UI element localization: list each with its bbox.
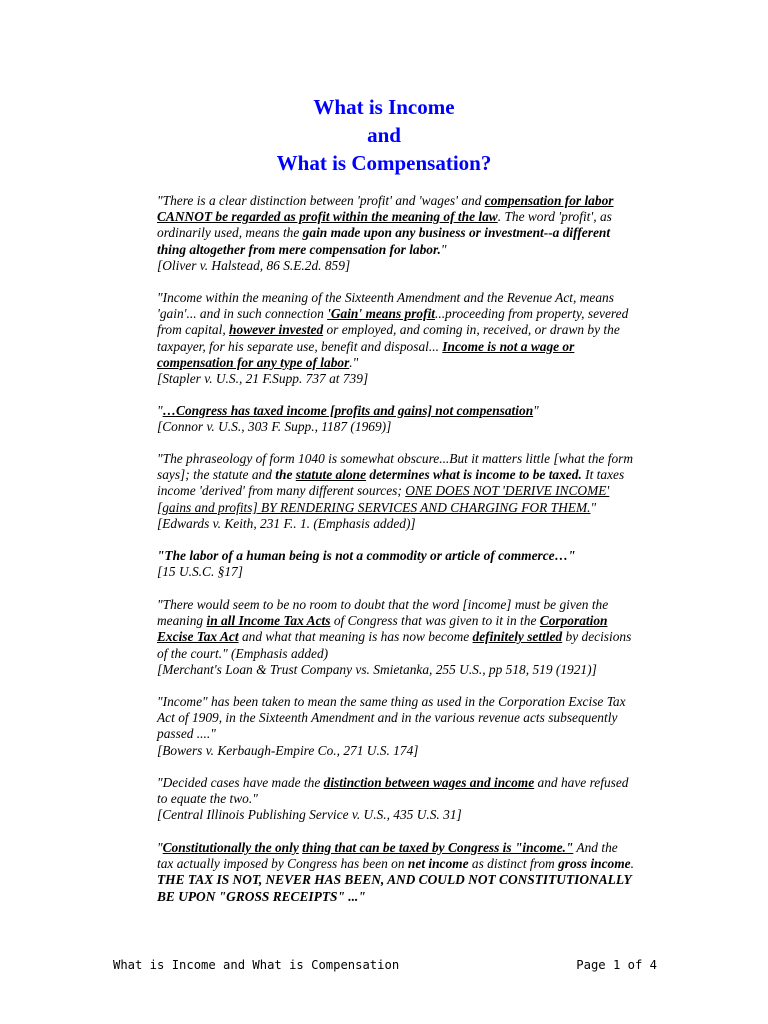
emphasis: however invested [229,322,324,338]
emphasis: [gains and profits] [157,499,258,515]
citation: [Central Illinois Publishing Service v. U.S., 435 U.S. 31] [157,807,462,823]
quote-text: "Income" has been taken to mean the same thing as used in the Corporation Excise Tax Act of 1909, in the Sixteenth Amendment and in the various revenue acts subsequently passed ...." [157,694,626,742]
emphasis: the [275,467,296,483]
quote-text: . [630,856,634,872]
citation: [Connor v. U.S., 303 F. Supp., 1187 (1969)] [157,419,392,435]
emphasis: 'Gain' means profit [327,306,436,322]
quote-text: "There would seem to be no room to doubt that the word [income] must be given the meaning [157,597,609,629]
quote-text: . The word 'profit', as ordinarily used, means the [157,209,612,241]
emphasis: Income is not a wage or compensation for any type of labor [157,338,575,370]
emphasis: distinction between wages and income [323,775,535,790]
title-line-2: and [367,123,401,147]
emphasis: Corporation Excise Tax Act [157,613,608,645]
quote-text: "Income within the meaning of the Sixteenth Amendment and the Revenue Act, means 'gain'... and in such connection [157,290,614,322]
emphasis: statute alone [295,467,367,483]
quote-gross-receipts [157,840,637,905]
quote-text: ." [349,354,359,370]
emphasis: determines what is income to be taxed. [366,467,582,483]
citation: [Oliver v. Halstead, 86 S.E.2d. 859] [157,257,351,273]
citation: [Bowers v. Kerbaugh-Empire Co., 271 U.S. 174] [157,742,419,758]
emphasis: compensation for labor CANNOT be regarded as profit within the meaning of the law [157,193,614,225]
quote-edwards [157,451,637,532]
citation: [Stapler v. U.S., 21 F.Supp. 737 at 739] [157,371,369,387]
emphasis: Constitutionally the only [162,840,299,855]
quote-text: and what that meaning is has now become [238,629,473,645]
citation: [Merchant's Loan & Trust Company vs. Smietanka, 255 U.S., pp 518, 519 (1921)] [157,661,597,677]
citation: [Edwards v. Keith, 231 F.. 1. (Emphasis added)] [157,515,416,531]
emphasis: gross income [558,856,631,872]
quote-text: " [440,241,447,257]
emphasis: …Congress has taxed income [profits and gains] not compensation [162,403,534,418]
emphasis: definitely settled [472,629,563,645]
page-number: Page 1 of 4 [576,958,657,972]
quote-bowers [157,694,637,759]
quote-text: " [590,499,597,515]
citation: [15 U.S.C. §17] [157,564,243,580]
emphasis: gain made upon any business or investment--a different thing altogether from mere compensation for labor. [157,225,611,257]
quote-merchants [157,597,637,678]
emphasis: BY RENDERING SERVICES AND CHARGING FOR THEM. [257,499,591,515]
quote-text: " [157,840,163,855]
quote-text: of Congress that was given to it in the [330,613,540,629]
quote-text: "Decided cases have made the [157,775,324,790]
quote-text: and have refused to equate the two." [157,775,629,807]
title-line-1: What is Income [313,95,455,119]
quote-stapler [157,290,637,387]
quote-text: " [533,403,539,418]
quote-text: " [157,403,163,418]
emphasis: net income [407,856,469,872]
emphasis: thing that can be taxed by Congress is "income." [302,840,574,855]
quote-text: And the tax actually imposed by Congress has been on [157,840,618,872]
emphasis: in all Income Tax Acts [206,613,331,629]
quote-text: "There is a clear distinction between 'profit' and 'wages' and [157,193,485,208]
quote-text: "The phraseology of form 1040 is somewhat obscure...But it matters little [what the form says]; the statute and [157,451,634,483]
quote-oliver [157,193,637,274]
quote-connor [157,403,637,435]
quote-text: ...proceeding from property, severed from capital, [157,306,629,338]
quote-text: by decisions of the court." (Emphasis added) [157,629,632,661]
quote-central-illinois [157,775,637,824]
emphasis: THE TAX IS NOT, NEVER HAS BEEN, AND COULD NOT CONSTITUTIONALLY BE UPON "GROSS RECEIPTS" ..." [157,872,632,904]
quote-text: as distinct from [468,856,559,872]
title-line-3: What is Compensation? [276,151,492,175]
emphasis: ONE DOES NOT 'DERIVE INCOME' [405,483,610,499]
quote-text: or employed, and coming in, received, or drawn by the taxpayer, for his separate use, benefit and disposal... [157,322,620,354]
footer-title: What is Income and What is Compensation [113,958,400,972]
quote-text: It taxes income 'derived' from many different sources; [157,467,625,499]
quote-usc [157,548,637,580]
emphasis: "The labor of a human being is not a commodity or article of commerce…" [157,548,576,563]
page-title [0,93,768,177]
